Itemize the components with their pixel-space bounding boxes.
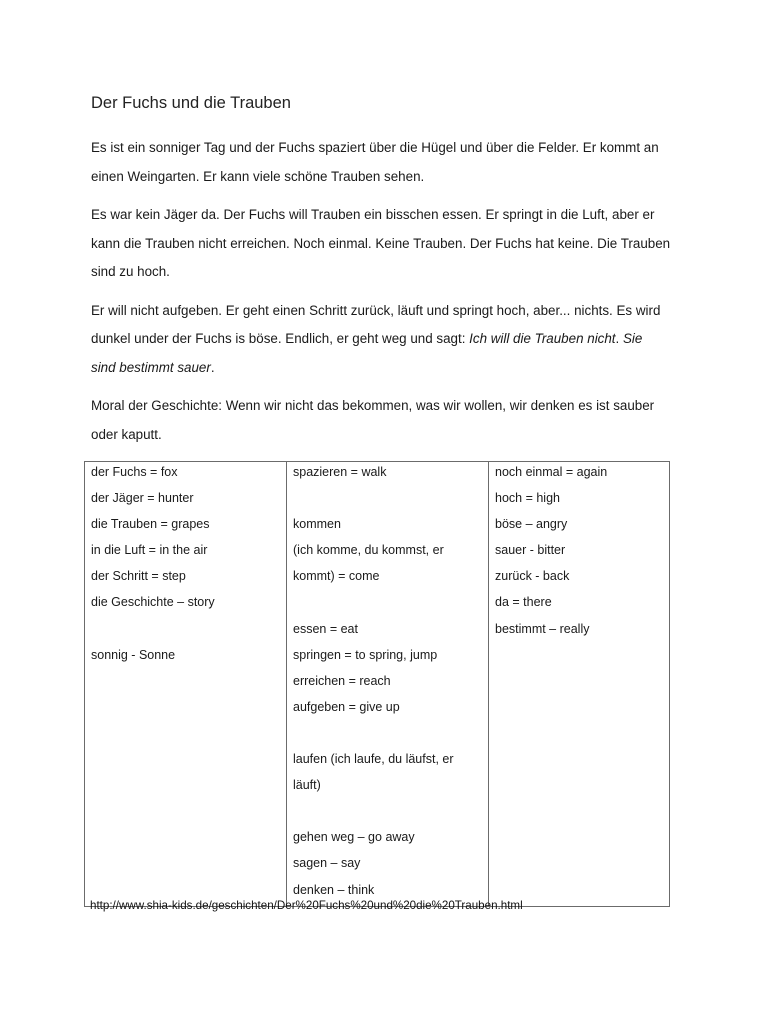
vocab-entry: hoch = high [495, 491, 560, 506]
vocab-entry: sagen – say [293, 856, 361, 871]
vocab-entry [293, 801, 488, 827]
vocab-entry [293, 592, 488, 618]
paragraph-moral [91, 392, 691, 449]
story-text [91, 134, 691, 459]
vocab-entry: essen = eat [293, 621, 358, 636]
quote-italic: sind bestimmt sauer [91, 359, 211, 375]
text-fragment: . [615, 331, 623, 346]
vocab-entry: laufen (ich laufe, du läufst, er [293, 752, 454, 767]
vocab-entry: kommen [293, 517, 341, 532]
text-fragment: . [210, 359, 215, 375]
text-line: einen Weingarten. Er kann viele schöne Trauben sehen. [91, 168, 425, 184]
vocab-entry: sauer - bitter [495, 543, 566, 558]
vocab-entry: noch einmal = again [495, 465, 608, 479]
vocab-entry: bestimmt – really [495, 621, 590, 636]
vocab-entry: der Schritt = step [91, 569, 186, 584]
text-line: Moral der Geschichte: Wenn wir nicht das bekommen, was wir wollen, wir denken es ist sauber [91, 398, 655, 413]
vocab-entry: denken – think [293, 882, 375, 897]
vocab-entry: erreichen = reach [293, 673, 391, 688]
vocab-entry: in die Luft = in the air [91, 543, 208, 558]
vocab-entry: läuft) [293, 778, 321, 793]
vocab-entry: die Trauben = grapes [91, 517, 210, 532]
vocab-entry: da = there [495, 595, 552, 610]
text-line: oder kaputt. [91, 426, 162, 442]
vocab-entry: kommt) = come [293, 569, 380, 584]
text-line: Es ist ein sonniger Tag und der Fuchs spaziert über die Hügel und über die Felder. Er kommt an [91, 140, 659, 155]
vocab-entry: böse – angry [495, 517, 568, 532]
vocab-column-2 [287, 462, 489, 907]
vocab-entry: springen = to spring, jump [293, 647, 438, 662]
quote-italic: Ich will die Trauben nicht [469, 331, 616, 346]
vocab-entry: gehen weg – go away [293, 830, 415, 845]
paragraph-3 [91, 297, 691, 383]
vocab-entry: spazieren = walk [293, 465, 387, 479]
vocab-entry: zurück - back [495, 569, 570, 584]
paragraph-2 [91, 201, 691, 287]
text-line: Er will nicht aufgeben. Er geht einen Schritt zurück, läuft und springt hoch, aber... nichts. Es wird [91, 302, 661, 318]
vocab-entry: der Fuchs = fox [91, 465, 178, 479]
source-url: http://www.shia-kids.de/geschichten/Der%20Fuchs%20und%20die%20Trauben.html [90, 899, 523, 912]
vocab-entry: der Jäger = hunter [91, 491, 194, 506]
text-line: sind zu hoch. [91, 264, 170, 279]
vocab-entry [293, 723, 488, 749]
vocab-entry: aufgeben = give up [293, 699, 400, 714]
vocabulary-table [84, 461, 670, 907]
text-line: kann die Trauben nicht erreichen. Noch einmal. Keine Trauben. Der Fuchs hat keine. Die Trauben [91, 235, 671, 251]
vocab-entry: sonnig - Sonne [91, 647, 176, 662]
vocab-column-3 [489, 462, 670, 907]
vocab-entry: (ich komme, du kommst, er [293, 543, 444, 558]
vocab-column-1 [85, 462, 287, 907]
vocab-entry: die Geschichte – story [91, 595, 215, 610]
quote-italic: Sie [622, 331, 643, 346]
text-line: Es war kein Jäger da. Der Fuchs will Trauben ein bisschen essen. Er springt in die Luft, aber er [91, 207, 655, 222]
vocab-entry [91, 619, 286, 645]
table-row [85, 462, 670, 907]
story-title: Der Fuchs und die Trauben [91, 94, 291, 112]
vocab-entry [293, 488, 488, 514]
paragraph-1 [91, 134, 691, 191]
text-line: dunkel under der Fuchs is böse. Endlich, er geht weg und sagt: [91, 331, 470, 346]
